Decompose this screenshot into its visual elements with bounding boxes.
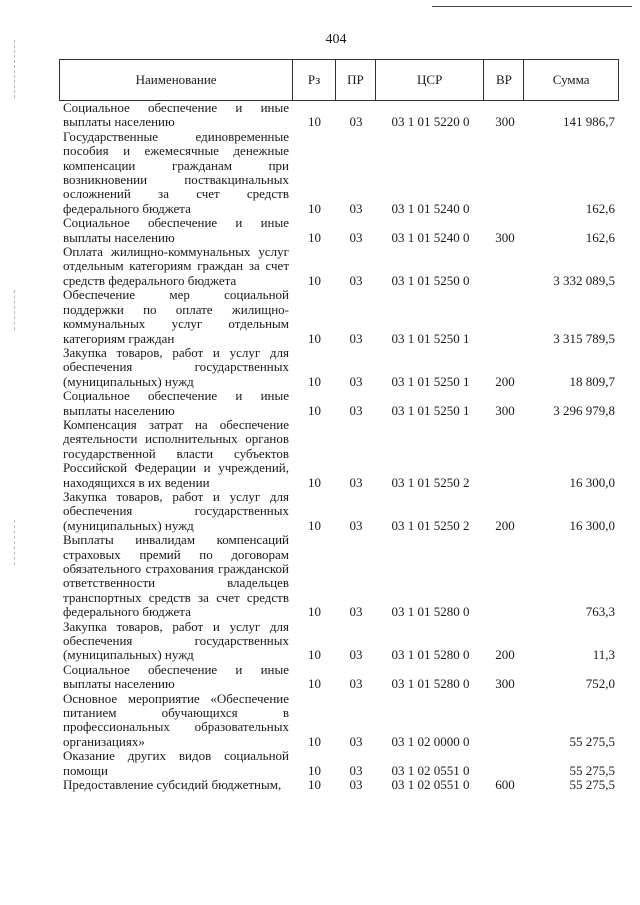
row-rz: 10 [308, 200, 321, 216]
row-rz: 10 [308, 777, 321, 793]
row-name: Основное мероприятие «Обеспечение питанием обучающихся в профессиональных образовательных организациях» [63, 690, 289, 749]
top-edge-rule [432, 6, 632, 7]
row-sum: 162,6 [585, 200, 615, 216]
row-sum: 55 275,5 [569, 777, 615, 793]
row-csr: 03 1 01 5250 1 [391, 402, 470, 418]
row-name: Оплата жилищно-коммунальных услуг отдельным категориям граждан за счет средств федерального бюджета [63, 244, 289, 288]
header-sum: Сумма [552, 72, 590, 87]
row-name: Компенсация затрат на обеспечение деятельности исполнительных органов государственной власти субъектов Российской Федерации и учреждений, находящихся в их ведении [63, 416, 289, 490]
row-pr: 03 [349, 604, 363, 620]
row-vr: 300 [495, 229, 515, 245]
row-sum: 162,6 [585, 229, 615, 245]
row-csr: 03 1 02 0551 0 [391, 762, 470, 778]
row-csr: 03 1 01 5250 2 [391, 517, 470, 533]
header-rz: Рз [293, 60, 336, 100]
row-pr: 03 [349, 402, 363, 418]
table-row [59, 101, 619, 130]
row-sum: 16 300,0 [569, 474, 615, 490]
row-pr: 03 [349, 517, 363, 533]
row-csr: 03 1 01 5250 1 [391, 373, 470, 389]
page-number: 404 [325, 32, 347, 47]
table-row [59, 346, 619, 389]
row-name: Закупка товаров, работ и услуг для обеспечения государственных (муниципальных) нужд [63, 488, 289, 533]
left-margin-mark [14, 40, 15, 98]
row-vr: 300 [495, 676, 515, 692]
row-csr: 03 1 01 5250 2 [391, 474, 470, 490]
row-name: Государственные единовременные пособия и ежемесячные денежные компенсации гражданам при возникновении поствакцинальных осложнений за счет средств федерального бюджета [63, 128, 289, 216]
header-vr: ВР [484, 60, 524, 100]
row-name: Обеспечение мер социальной поддержки по оплате жилищно-коммунальных услуг отдельным категориям граждан [63, 287, 289, 346]
row-name: Оказание других видов социальной помощи [63, 748, 289, 778]
left-margin-mark [14, 520, 15, 565]
row-vr: 200 [495, 373, 515, 389]
row-rz: 10 [308, 402, 321, 418]
table-body [59, 101, 619, 793]
row-csr: 03 1 01 5240 0 [391, 229, 470, 245]
row-rz: 10 [308, 474, 321, 490]
row-csr: 03 1 01 5280 0 [391, 647, 470, 663]
row-name: Социальное обеспечение и иные выплаты населению [63, 661, 289, 692]
row-name: Социальное обеспечение и иные выплаты населению [63, 215, 289, 245]
row-rz: 10 [308, 272, 321, 288]
row-pr: 03 [349, 229, 363, 245]
header-pr: ПР [336, 60, 376, 100]
left-margin-mark [14, 290, 15, 330]
row-sum: 3 332 089,5 [553, 272, 615, 288]
row-rz: 10 [308, 330, 321, 346]
row-pr: 03 [349, 272, 363, 288]
row-csr: 03 1 02 0551 0 [391, 777, 470, 793]
row-rz: 10 [308, 373, 321, 389]
row-name: Предоставление субсидий бюджетным, [63, 777, 282, 793]
row-csr: 03 1 01 5280 0 [391, 604, 470, 620]
row-name: Социальное обеспечение и иные выплаты населению [63, 100, 289, 130]
row-vr: 600 [495, 777, 515, 793]
row-pr: 03 [349, 474, 363, 490]
row-rz: 10 [308, 733, 321, 749]
row-vr: 300 [495, 402, 515, 418]
row-sum: 141 986,7 [563, 114, 615, 130]
row-vr: 200 [495, 647, 515, 663]
header-csr: ЦСР [376, 60, 485, 100]
row-csr: 03 1 01 5280 0 [391, 676, 470, 692]
row-name: Выплаты инвалидам компенсаций страховых премий по договорам обязательного страхования гражданской ответственности владельцев транспортных средств за счет средств федерального бюджета [63, 532, 289, 620]
row-rz: 10 [308, 604, 321, 620]
row-pr: 03 [349, 777, 363, 793]
row-sum: 3 315 789,5 [553, 330, 615, 346]
row-rz: 10 [308, 114, 321, 130]
table-row [59, 389, 619, 418]
table-row [59, 663, 619, 692]
row-csr: 03 1 01 5240 0 [391, 200, 470, 216]
row-csr: 03 1 02 0000 0 [391, 733, 470, 749]
table-row [59, 130, 619, 216]
table-row [59, 533, 619, 619]
table-row [59, 692, 619, 750]
row-sum: 763,3 [585, 604, 615, 620]
table-row [59, 749, 619, 778]
table-row [59, 216, 619, 245]
row-csr: 03 1 01 5250 1 [391, 330, 470, 346]
row-sum: 18 809,7 [569, 373, 615, 389]
budget-table [59, 59, 619, 793]
row-vr: 200 [495, 517, 515, 533]
row-sum: 3 296 979,8 [553, 402, 615, 418]
row-name: Закупка товаров, работ и услуг для обеспечения государственных (муниципальных) нужд [63, 344, 289, 389]
header-name: Наименование [60, 60, 293, 100]
row-rz: 10 [308, 762, 321, 778]
row-rz: 10 [308, 517, 321, 533]
row-pr: 03 [349, 373, 363, 389]
table-row [59, 245, 619, 288]
row-pr: 03 [349, 676, 363, 692]
row-rz: 10 [308, 647, 321, 663]
row-sum: 16 300,0 [569, 517, 615, 533]
row-pr: 03 [349, 762, 363, 778]
row-sum: 11,3 [592, 647, 615, 663]
table-row [59, 418, 619, 490]
row-sum: 55 275,5 [569, 762, 615, 778]
row-name: Закупка товаров, работ и услуг для обеспечения государственных (муниципальных) нужд [63, 618, 289, 663]
row-sum: 752,0 [585, 676, 615, 692]
row-csr: 03 1 01 5220 0 [391, 114, 470, 130]
row-csr: 03 1 01 5250 0 [391, 272, 470, 288]
table-row [59, 778, 619, 792]
row-rz: 10 [308, 676, 321, 692]
table-row [59, 620, 619, 663]
row-pr: 03 [349, 733, 363, 749]
row-vr: 300 [495, 114, 515, 130]
table-row [59, 490, 619, 533]
table-header [59, 59, 619, 101]
row-pr: 03 [349, 330, 363, 346]
table-row [59, 288, 619, 346]
row-pr: 03 [349, 114, 363, 130]
row-pr: 03 [349, 647, 363, 663]
row-rz: 10 [308, 229, 321, 245]
row-name: Социальное обеспечение и иные выплаты населению [63, 388, 289, 418]
row-sum: 55 275,5 [569, 733, 615, 749]
row-pr: 03 [349, 200, 363, 216]
